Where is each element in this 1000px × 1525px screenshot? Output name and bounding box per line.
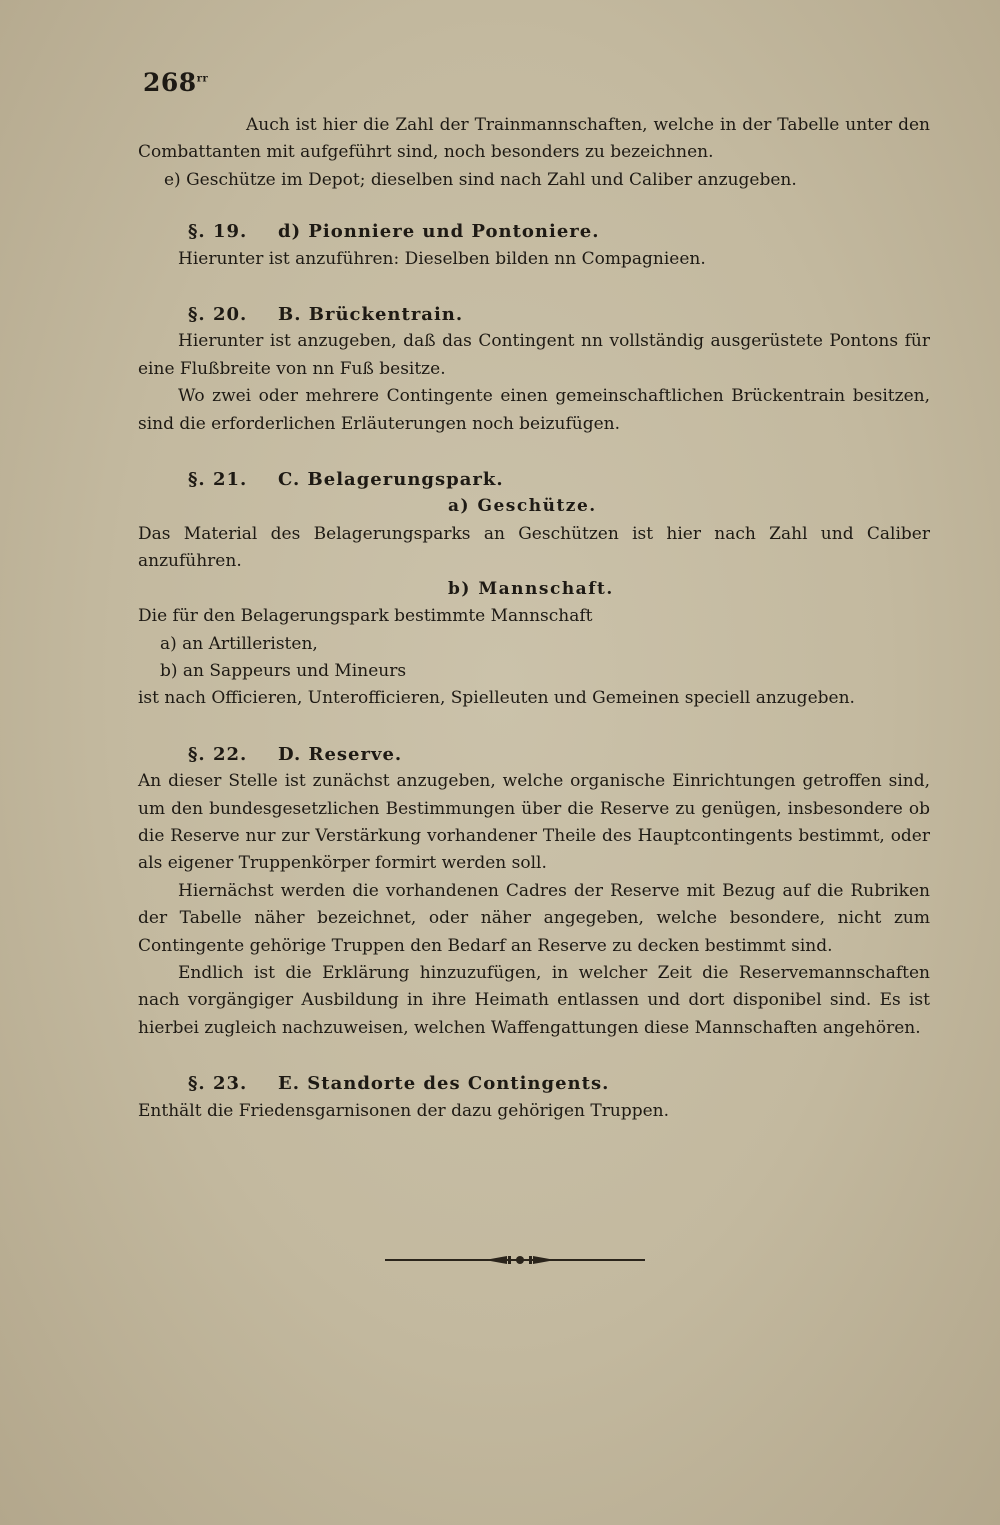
- section-23-number: §. 23.: [188, 1073, 248, 1095]
- section-20-text-2: Wo zwei oder mehrere Contingente einen gemeinschaftlichen Brückentrain besitzen, sind die erforderlichen Erläuterungen noch beizufügen.: [138, 386, 930, 434]
- section-23-title: E. Standorte des Contingents.: [278, 1073, 610, 1095]
- section-20-heading: [138, 301, 930, 328]
- section-22-number: §. 22.: [188, 743, 248, 765]
- section-22-text-1: An dieser Stelle ist zunächst anzugeben, welche organische Einrichtungen getroffen sind, um den bundesgesetzlichen Bestimmungen über die Reserve zu genügen, insbesondere ob die Reserve nur zur Verstärkung vorhandener Theile des Hauptcontingents bestimmt, oder als eigener Truppenkörper formirt werden soll.: [138, 771, 930, 874]
- section-22-text-2: Hiernächst werden die vorhandenen Cadres der Reserve mit Bezug auf die Rubriken der Tabelle näher bezeichnet, oder näher angegeben, welche besondere, nicht zum Contingente gehörige Truppen den Bedarf an Reserve zu decken bestimmt sind.: [138, 880, 930, 956]
- closing-rule-ornament: [385, 1253, 645, 1267]
- section-21-sub-b: b) Mannschaft.: [448, 578, 614, 599]
- page-number-value: 268: [143, 68, 197, 97]
- section-19-text: Hierunter ist anzuführen: Dieselben bilden nn Compagnieen.: [178, 248, 706, 269]
- section-19-heading: [138, 218, 930, 245]
- item-e-paragraph: e) Geschütze im Depot; dieselben sind nach Zahl und Caliber anzugeben.: [164, 169, 797, 190]
- section-21-text-b: Die für den Belagerungspark bestimmte Mannschaft: [138, 606, 593, 627]
- page-number-suffix: rr: [196, 73, 209, 85]
- section-20-number: §. 20.: [188, 304, 248, 326]
- section-19-number: §. 19.: [188, 221, 248, 243]
- section-21-title: C. Belagerungspark.: [278, 469, 504, 491]
- section-22-title: D. Reserve.: [278, 743, 403, 765]
- section-22-text-3: Endlich ist die Erklärung hinzuzufügen, in welcher Zeit die Reservemannschaften nach vorgängiger Ausbildung in ihre Heimath entlassen und dort disponibel sind. Es ist hierbei zugleich nachzuweisen, welchen Waffengattungen diese Mannschaften angehören.: [138, 962, 930, 1038]
- section-21-heading: [138, 466, 930, 493]
- page-body: [138, 112, 930, 1125]
- section-21-list-b: b) an Sappeurs und Mineurs: [160, 660, 407, 681]
- section-21-text-a: Das Material des Belagerungsparks an Geschützen ist hier nach Zahl und Caliber anzuführen.: [138, 523, 930, 572]
- section-22-heading: [138, 741, 930, 768]
- section-21-text-c: ist nach Officieren, Unterofficieren, Spielleuten und Gemeinen speciell anzugeben.: [138, 688, 855, 709]
- section-23-text: Enthält die Friedensgarnisonen der dazu gehörigen Truppen.: [138, 1100, 669, 1121]
- page-number: [143, 68, 208, 97]
- section-21-list-a: a) an Artilleristen,: [160, 633, 318, 654]
- section-19-title: d) Pionniere und Pontoniere.: [278, 221, 600, 243]
- section-21-sub-a: a) Geschütze.: [448, 496, 597, 517]
- section-21-number: §. 21.: [188, 469, 248, 491]
- section-20-text-1: Hierunter ist anzugeben, daß das Contingent nn vollständig ausgerüstete Pontons für eine Flußbreite von nn Fuß besitze.: [138, 331, 930, 379]
- section-23-heading: [138, 1070, 930, 1097]
- section-20-title: B. Brückentrain.: [278, 304, 464, 326]
- ornament-icon: [485, 1253, 555, 1267]
- intro-paragraph: Auch ist hier die Zahl der Trainmannschaften, welche in der Tabelle unter den Combattanten mit aufgeführt sind, noch besonders zu bezeichnen.: [138, 115, 930, 163]
